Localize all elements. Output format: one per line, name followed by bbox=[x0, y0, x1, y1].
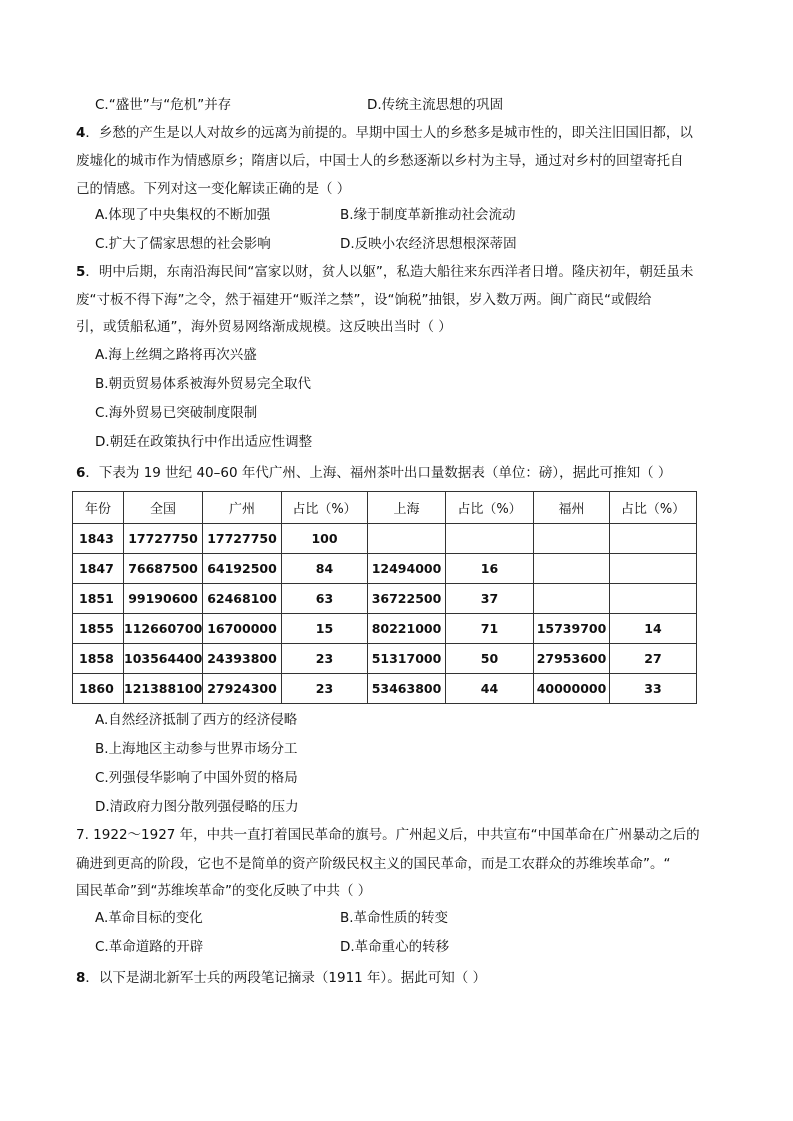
table-row bbox=[73, 674, 697, 704]
cell-shanghai-share: 50 bbox=[446, 644, 534, 674]
header-fuzhou-share: 占比（%） bbox=[610, 492, 697, 524]
header-shanghai-share: 占比（%） bbox=[446, 492, 534, 524]
q6-option-c: C.列强侵华影响了中国外贸的格局 bbox=[95, 770, 298, 786]
header-national: 全国 bbox=[124, 492, 203, 524]
cell-year: 1858 bbox=[73, 644, 124, 674]
cell-year: 1851 bbox=[73, 584, 124, 614]
q5-option-d: D.朝廷在政策执行中作出适应性调整 bbox=[95, 434, 313, 450]
q6-option-d: D.清政府力图分散列强侵略的压力 bbox=[95, 799, 299, 815]
header-shanghai: 上海 bbox=[368, 492, 446, 524]
cell-guangzhou-share: 100 bbox=[282, 524, 368, 554]
cell-year: 1847 bbox=[73, 554, 124, 584]
cell-guangzhou: 62468100 bbox=[203, 584, 282, 614]
q7-option-c: C.革命道路的开辟 bbox=[95, 939, 204, 955]
q5-option-c: C.海外贸易已突破制度限制 bbox=[95, 405, 258, 421]
header-guangzhou: 广州 bbox=[203, 492, 282, 524]
q7-stem-line-1: 7. 1922～1927 年，中共一直打着国民革命的旗号。广州起义后，中共宣布“中国革命在广州暴动之后的 bbox=[76, 827, 700, 843]
table-row bbox=[73, 644, 697, 674]
cell-guangzhou: 24393800 bbox=[203, 644, 282, 674]
cell-guangzhou: 27924300 bbox=[203, 674, 282, 704]
cell-national: 99190600 bbox=[124, 584, 203, 614]
q7-stem-line-3: 国民革命”到“苏维埃革命”的变化反映了中共（ ） bbox=[76, 883, 372, 899]
cell-shanghai-share: 71 bbox=[446, 614, 534, 644]
cell-guangzhou-share: 23 bbox=[282, 644, 368, 674]
cell-shanghai: 80221000 bbox=[368, 614, 446, 644]
header-year: 年份 bbox=[73, 492, 124, 524]
q5-option-b: B.朝贡贸易体系被海外贸易完全取代 bbox=[95, 376, 312, 392]
header-fuzhou: 福州 bbox=[534, 492, 610, 524]
q7-option-a: A.革命目标的变化 bbox=[95, 910, 203, 926]
q4-option-b: B.缘于制度革新推动社会流动 bbox=[340, 207, 516, 223]
cell-shanghai: 12494000 bbox=[368, 554, 446, 584]
table-row bbox=[73, 584, 697, 614]
cell-fuzhou-share bbox=[610, 584, 697, 614]
cell-national: 121388100 bbox=[124, 674, 203, 704]
q7-option-b: B.革命性质的转变 bbox=[340, 910, 449, 926]
cell-fuzhou: 40000000 bbox=[534, 674, 610, 704]
cell-shanghai: 53463800 bbox=[368, 674, 446, 704]
table-row bbox=[73, 524, 697, 554]
q5-number: 5 bbox=[76, 264, 86, 280]
cell-shanghai-share bbox=[446, 524, 534, 554]
q4-option-d: D.反映小农经济思想根深蒂固 bbox=[340, 236, 517, 252]
header-guangzhou-share: 占比（%） bbox=[282, 492, 368, 524]
q7-option-d: D.革命重心的转移 bbox=[340, 939, 450, 955]
q5-option-a: A.海上丝绸之路将再次兴盛 bbox=[95, 347, 257, 363]
cell-shanghai-share: 44 bbox=[446, 674, 534, 704]
cell-fuzhou-share: 33 bbox=[610, 674, 697, 704]
q4-number: 4 bbox=[76, 125, 86, 141]
cell-fuzhou-share bbox=[610, 524, 697, 554]
cell-year: 1860 bbox=[73, 674, 124, 704]
q4-stem-line-3: 己的情感。下列对这一变化解读正确的是（ ） bbox=[76, 181, 351, 197]
cell-national: 17727750 bbox=[124, 524, 203, 554]
cell-fuzhou-share bbox=[610, 554, 697, 584]
cell-guangzhou: 64192500 bbox=[203, 554, 282, 584]
cell-national: 76687500 bbox=[124, 554, 203, 584]
cell-national: 112660700 bbox=[124, 614, 203, 644]
cell-year: 1855 bbox=[73, 614, 124, 644]
tea-export-table bbox=[72, 491, 697, 704]
cell-national: 103564400 bbox=[124, 644, 203, 674]
q6-option-a: A.自然经济抵制了西方的经济侵略 bbox=[95, 712, 298, 728]
table-row bbox=[73, 614, 697, 644]
cell-fuzhou bbox=[534, 584, 610, 614]
q4-stem-line-2: 废墟化的城市作为情感原乡；隋唐以后，中国士人的乡愁逐渐以乡村为主导，通过对乡村的回望寄托自 bbox=[76, 153, 684, 169]
cell-guangzhou-share: 23 bbox=[282, 674, 368, 704]
q5-stem-line-2: 废“寸板不得下海”之令，然于福建开“贩洋之禁”，设“饷税”抽银，岁入数万两。闽广商民“或假给 bbox=[76, 292, 652, 308]
cell-shanghai: 51317000 bbox=[368, 644, 446, 674]
cell-fuzhou: 27953600 bbox=[534, 644, 610, 674]
q6-stem: 6．下表为 19 世纪 40–60 年代广州、上海、福州茶叶出口量数据表（单位：磅），据此可推知（ ） bbox=[76, 465, 672, 481]
q4-stem-line-1: 4．乡愁的产生是以人对故乡的远离为前提的。早期中国士人的乡愁多是城市性的，即关注旧国旧都，以 bbox=[76, 125, 693, 141]
q6-option-b: B.上海地区主动参与世界市场分工 bbox=[95, 741, 298, 757]
cell-guangzhou-share: 63 bbox=[282, 584, 368, 614]
cell-guangzhou: 17727750 bbox=[203, 524, 282, 554]
q7-stem-line-2: 确进到更高的阶段，它也不是简单的资产阶级民权主义的国民革命，而是工农群众的苏维埃革命”。“ bbox=[76, 856, 671, 872]
cell-guangzhou: 16700000 bbox=[203, 614, 282, 644]
table-header-row bbox=[73, 492, 697, 524]
q8-number: 8 bbox=[76, 970, 86, 986]
cell-shanghai bbox=[368, 524, 446, 554]
q3-option-c: C.“盛世”与“危机”并存 bbox=[95, 97, 232, 113]
table-row bbox=[73, 554, 697, 584]
cell-fuzhou bbox=[534, 524, 610, 554]
cell-fuzhou bbox=[534, 554, 610, 584]
cell-shanghai-share: 16 bbox=[446, 554, 534, 584]
cell-fuzhou-share: 27 bbox=[610, 644, 697, 674]
q8-stem: 8．以下是湖北新军士兵的两段笔记摘录（1911 年）。据此可知（ ） bbox=[76, 970, 487, 986]
q6-number: 6 bbox=[76, 465, 86, 481]
cell-guangzhou-share: 15 bbox=[282, 614, 368, 644]
q5-stem-line-1: 5．明中后期，东南沿海民间“富家以财，贫人以躯”，私造大船往来东西洋者日增。隆庆初年，朝廷虽未 bbox=[76, 264, 694, 280]
q3-option-d: D.传统主流思想的巩固 bbox=[367, 97, 504, 113]
cell-guangzhou-share: 84 bbox=[282, 554, 368, 584]
cell-fuzhou-share: 14 bbox=[610, 614, 697, 644]
cell-fuzhou: 15739700 bbox=[534, 614, 610, 644]
cell-year: 1843 bbox=[73, 524, 124, 554]
cell-shanghai: 36722500 bbox=[368, 584, 446, 614]
cell-shanghai-share: 37 bbox=[446, 584, 534, 614]
q4-option-c: C.扩大了儒家思想的社会影响 bbox=[95, 236, 271, 252]
q5-stem-line-3: 引，或赁船私通”，海外贸易网络渐成规模。这反映出当时（ ） bbox=[76, 319, 452, 335]
q4-option-a: A.体现了中央集权的不断加强 bbox=[95, 207, 271, 223]
